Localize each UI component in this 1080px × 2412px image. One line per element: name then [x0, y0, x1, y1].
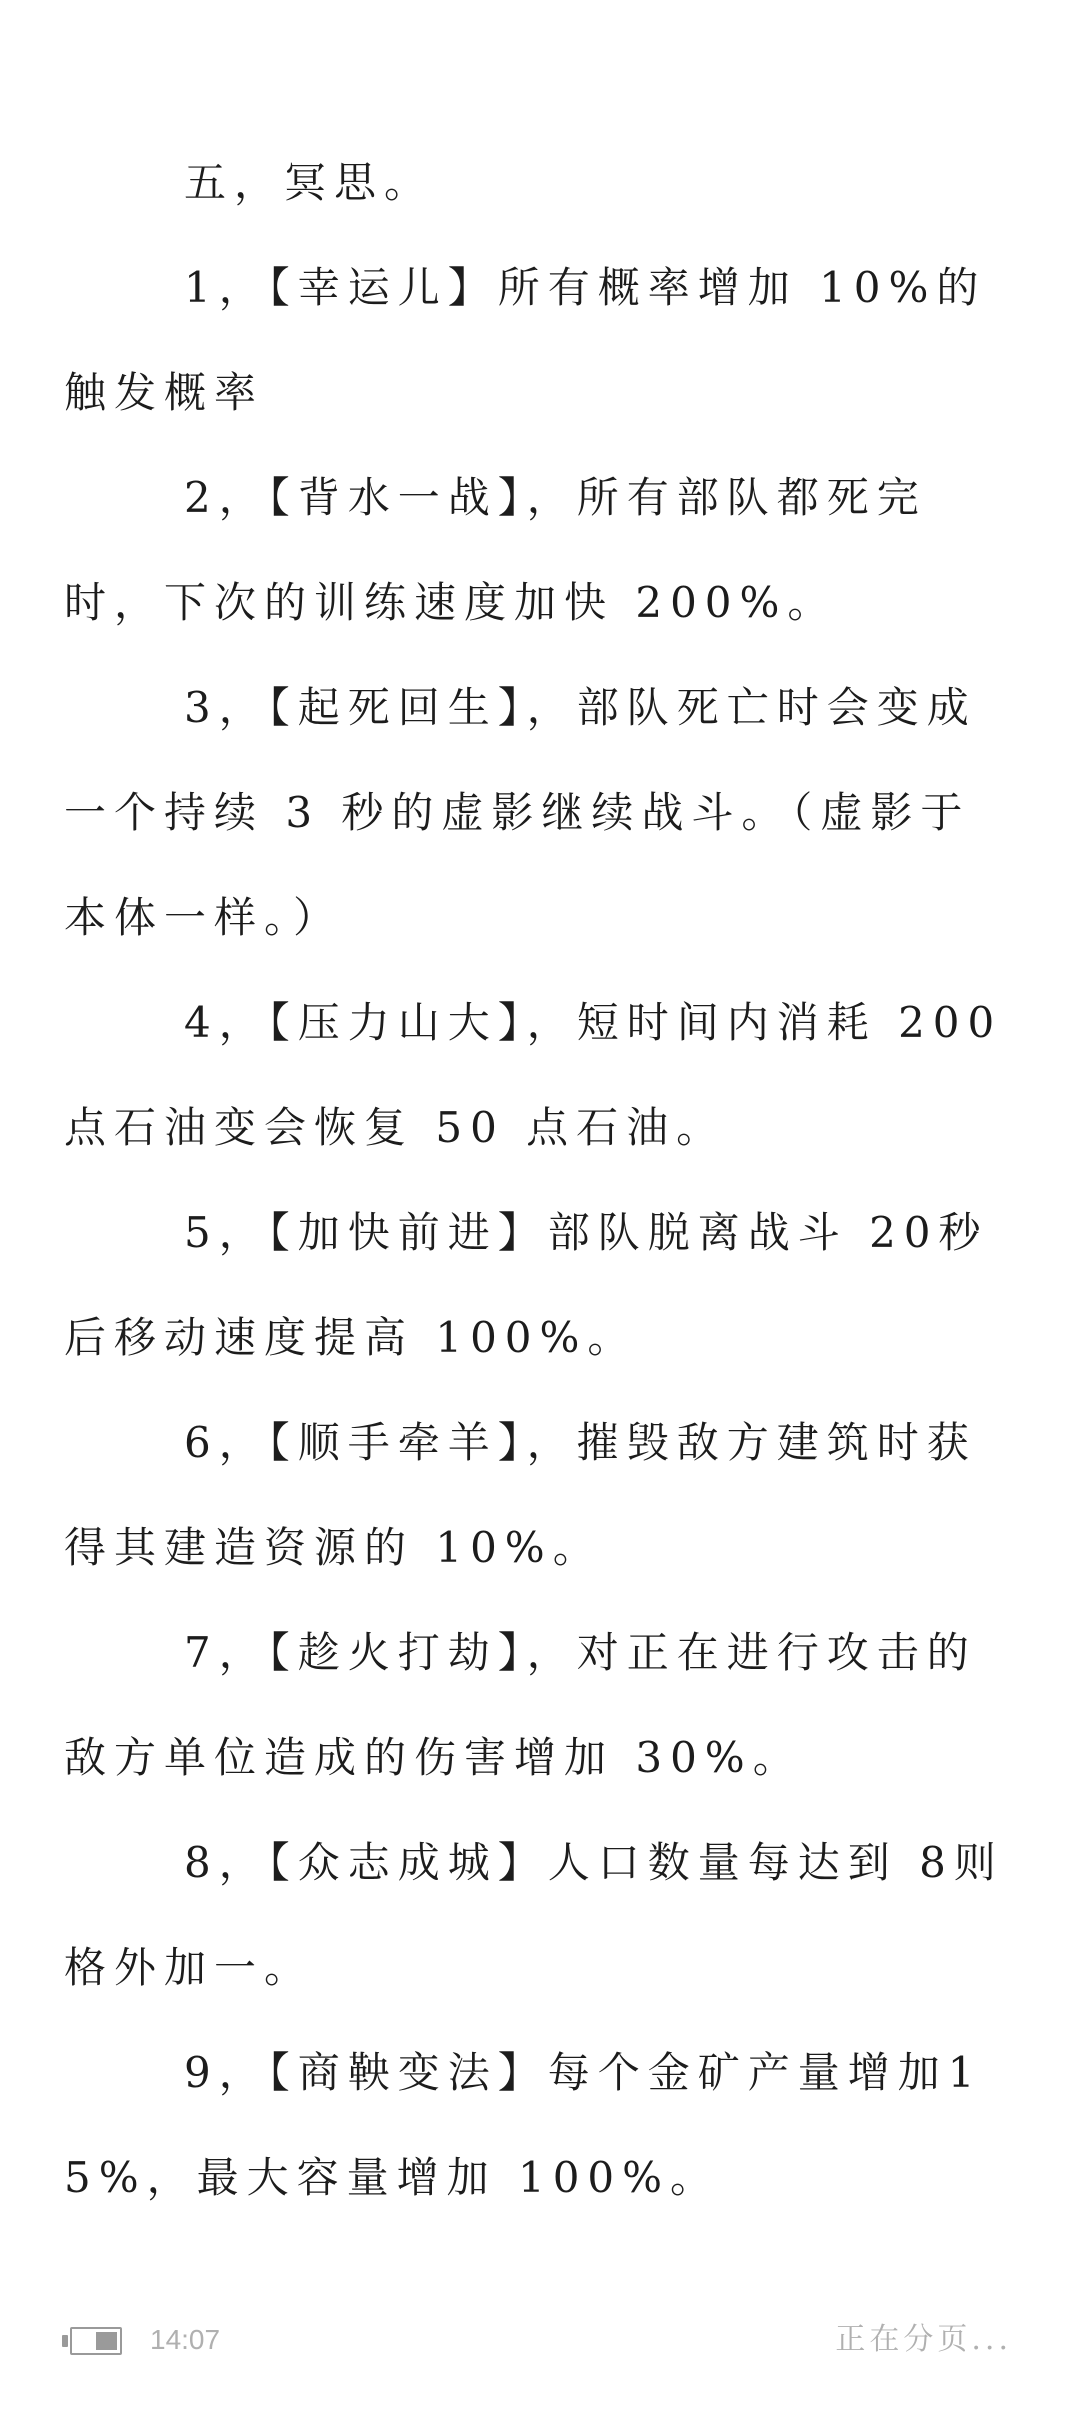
battery-tip [62, 2335, 68, 2347]
paragraph-item-3: 3，【起死回生】，部队死亡时会变成一个持续 3 秒的虚影继续战斗。（虚影于本体一样。） [64, 683, 977, 942]
paging-status: 正在分页... [835, 2322, 1012, 2357]
paragraph-item-4: 4，【压力山大】，短时间内消耗 200点石油变会恢复 50 点石油。 [64, 998, 1003, 1152]
clock-time: 14:07 [150, 2324, 221, 2355]
paragraph-item-9: 9，【商鞅变法】每个金矿产量增加15%，最大容量增加 100%。 [64, 2048, 983, 2202]
paragraph-item-5: 5，【加快前进】部队脱离战斗 20秒后移动速度提高 100%。 [64, 1208, 989, 1362]
battery-icon [62, 2326, 124, 2356]
paragraph-item-2: 2，【背水一战】，所有部队都死完时，下次的训练速度加快 200%。 [64, 473, 927, 627]
paragraph-item-7: 7，【趁火打劫】，对正在进行攻击的敌方单位造成的伤害增加 30%。 [64, 1628, 977, 1782]
battery-level [96, 2332, 117, 2350]
reader-content[interactable] [64, 130, 1010, 2230]
paragraph-item-6: 6，【顺手牵羊】，摧毁敌方建筑时获得其建造资源的 10%。 [64, 1418, 977, 1572]
battery-body [70, 2327, 122, 2355]
paragraph-item-8: 8，【众志成城】人口数量每达到 8则格外加一。 [64, 1838, 1004, 1992]
paragraph-heading: 五，冥思。 [184, 158, 435, 207]
reader-status-bar [0, 2310, 1080, 2370]
paragraph-item-1: 1，【幸运儿】所有概率增加 10%的触发概率 [64, 263, 987, 417]
